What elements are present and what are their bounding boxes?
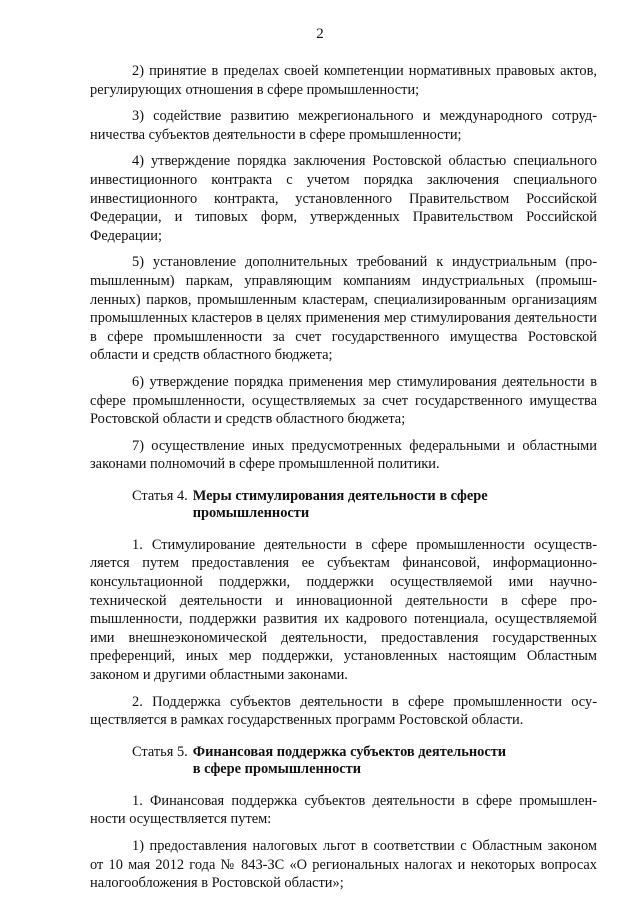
paragraph-item-4: 4) утверждение порядка заключения Ростовской областью специального инвестиционного контракта с учетом порядка заключения специального инвестиционного контракта, установленного Правительством Российской Федерации, и типовых форм, утвержденных Правительством Российской Федерации; xyxy=(90,153,597,244)
article-5-paragraph-1: 1. Финансовая поддержка субъектов деятельности в сфере промышленности осуществляется путем: xyxy=(90,792,597,828)
article-4-heading xyxy=(90,488,597,522)
article-5-title: Финансовая поддержка субъектов деятельности в сфере промышленности xyxy=(192,743,507,777)
paragraph-item-6: 6) утверждение порядка применения мер стимулирования деятельности в сфере промышленности, осуществляемых за счет государственного имущества Ростовской области и средств областного бюджета; xyxy=(90,373,597,428)
document-body xyxy=(90,62,597,901)
article-5-heading xyxy=(90,744,597,778)
paragraph-item-7: 7) осуществление иных предусмотренных федеральными и областными законами полномочий в сфере промышленной политики. xyxy=(90,437,597,473)
article-4-paragraph-1: 1. Стимулирование деятельности в сфере промышленности осуществляется путем предоставления ее субъектам финансовой, информационно-консультационной поддержки, поддержки осуществляемой ими научно-технической деятельности и инновационной деятельности в сфере проmышленности, поддержки развития их кадрового потенциала, осуществляемой ими внешнеэкономической деятельности, предоставления государственных преференций, иных мер поддержки, установленных настоящим Областным законом и другими областными законами. xyxy=(90,536,597,684)
article-4-label: Статья 4. xyxy=(132,487,188,504)
paragraph-item-2: 2) принятие в пределах своей компетенции нормативных правовых актов, регулирующих отношения в сфере промышленности; xyxy=(90,63,597,98)
article-5-item-1: 1) предоставления налоговых льгот в соответствии с Областным законом от 10 мая 2012 года № 843-ЗС «О региональных налогах и некоторых вопросах налогообложения в Ростовской области»; xyxy=(90,838,597,892)
article-4-paragraph-2: 2. Поддержка субъектов деятельности в сфере промышленности осуществляется в рамках государственных программ Ростовской области. xyxy=(90,693,597,729)
paragraph-item-5: 5) установление дополнительных требований к индустриальным (проmышленным) паркам, управляющим компаниям индустриальных (промышленных) парков, промышленным кластерам, специализированным организациям промышленных кластеров в целях применения мер стимулирования деятельности в сфере промышленности за счет государственного имущества Ростовской области и средств областного бюджета; xyxy=(90,254,597,364)
paragraph-item-3: 3) содействие развитию межрегионального и международного сотрудничества субъектов деятельности в сфере промышленности; xyxy=(90,108,597,143)
article-4-title: Меры стимулирования деятельности в сфере промышленности xyxy=(192,487,488,521)
article-5-label: Статья 5. xyxy=(132,743,188,760)
page-number: 2 xyxy=(316,26,324,42)
